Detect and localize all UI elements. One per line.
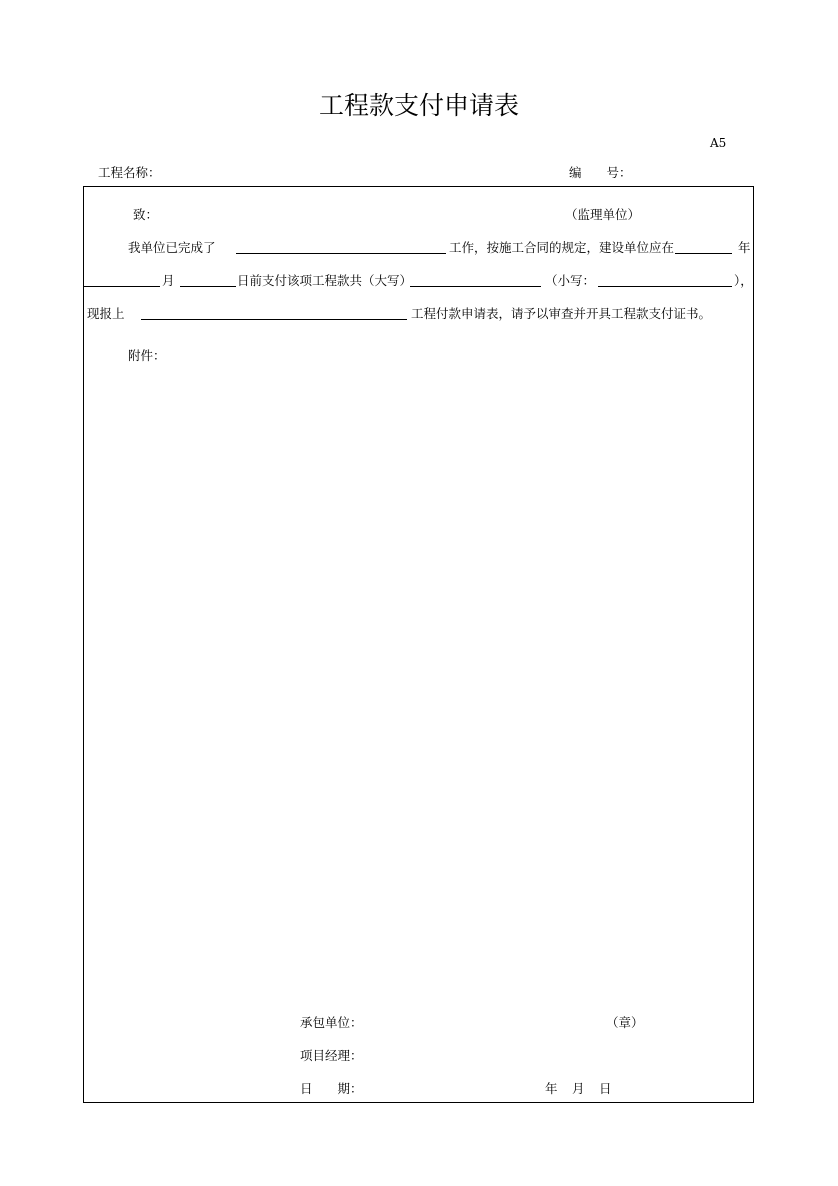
form-title: 工程款支付申请表 <box>318 91 519 120</box>
seal-label: （章） <box>606 1015 644 1030</box>
application-blank[interactable] <box>141 319 407 320</box>
contractor-label: 承包单位： <box>300 1015 363 1030</box>
date-year-label: 年 <box>545 1081 558 1096</box>
manager-label: 项目经理： <box>300 1048 363 1063</box>
supervisor-unit-label: （监理单位） <box>565 207 641 222</box>
number-label: 编 号： <box>569 165 632 180</box>
line2-middle: 日前支付该项工程款共（大写） <box>237 273 413 288</box>
date-label: 日 期： <box>300 1081 363 1096</box>
amount-lowercase-blank[interactable] <box>598 286 732 287</box>
form-code: A5 <box>710 136 727 150</box>
project-name-label: 工程名称： <box>98 165 161 180</box>
line3-prefix: 现报上 <box>87 306 125 321</box>
attachment-label: 附件： <box>128 348 166 363</box>
line1-prefix: 我单位已完成了 <box>128 240 216 255</box>
lowercase-label: （小写： <box>545 273 596 288</box>
payment-day-blank[interactable] <box>180 286 236 287</box>
line3-suffix: 工程付款申请表，请予以审查并开具工程款支付证书。 <box>411 306 712 321</box>
payment-year-blank[interactable] <box>675 253 732 254</box>
to-label: 致： <box>133 207 159 222</box>
lowercase-close: ）， <box>734 273 753 288</box>
form-frame <box>83 186 754 1103</box>
line1-middle: 工作，按施工合同的规定，建设单位应在 <box>449 240 675 255</box>
payment-month-blank[interactable] <box>84 286 160 287</box>
year-label: 年 <box>738 240 751 255</box>
date-day-label: 日 <box>599 1081 612 1096</box>
completed-work-blank[interactable] <box>236 253 446 254</box>
date-month-label: 月 <box>572 1081 585 1096</box>
month-label: 月 <box>162 273 175 288</box>
amount-uppercase-blank[interactable] <box>410 286 541 287</box>
